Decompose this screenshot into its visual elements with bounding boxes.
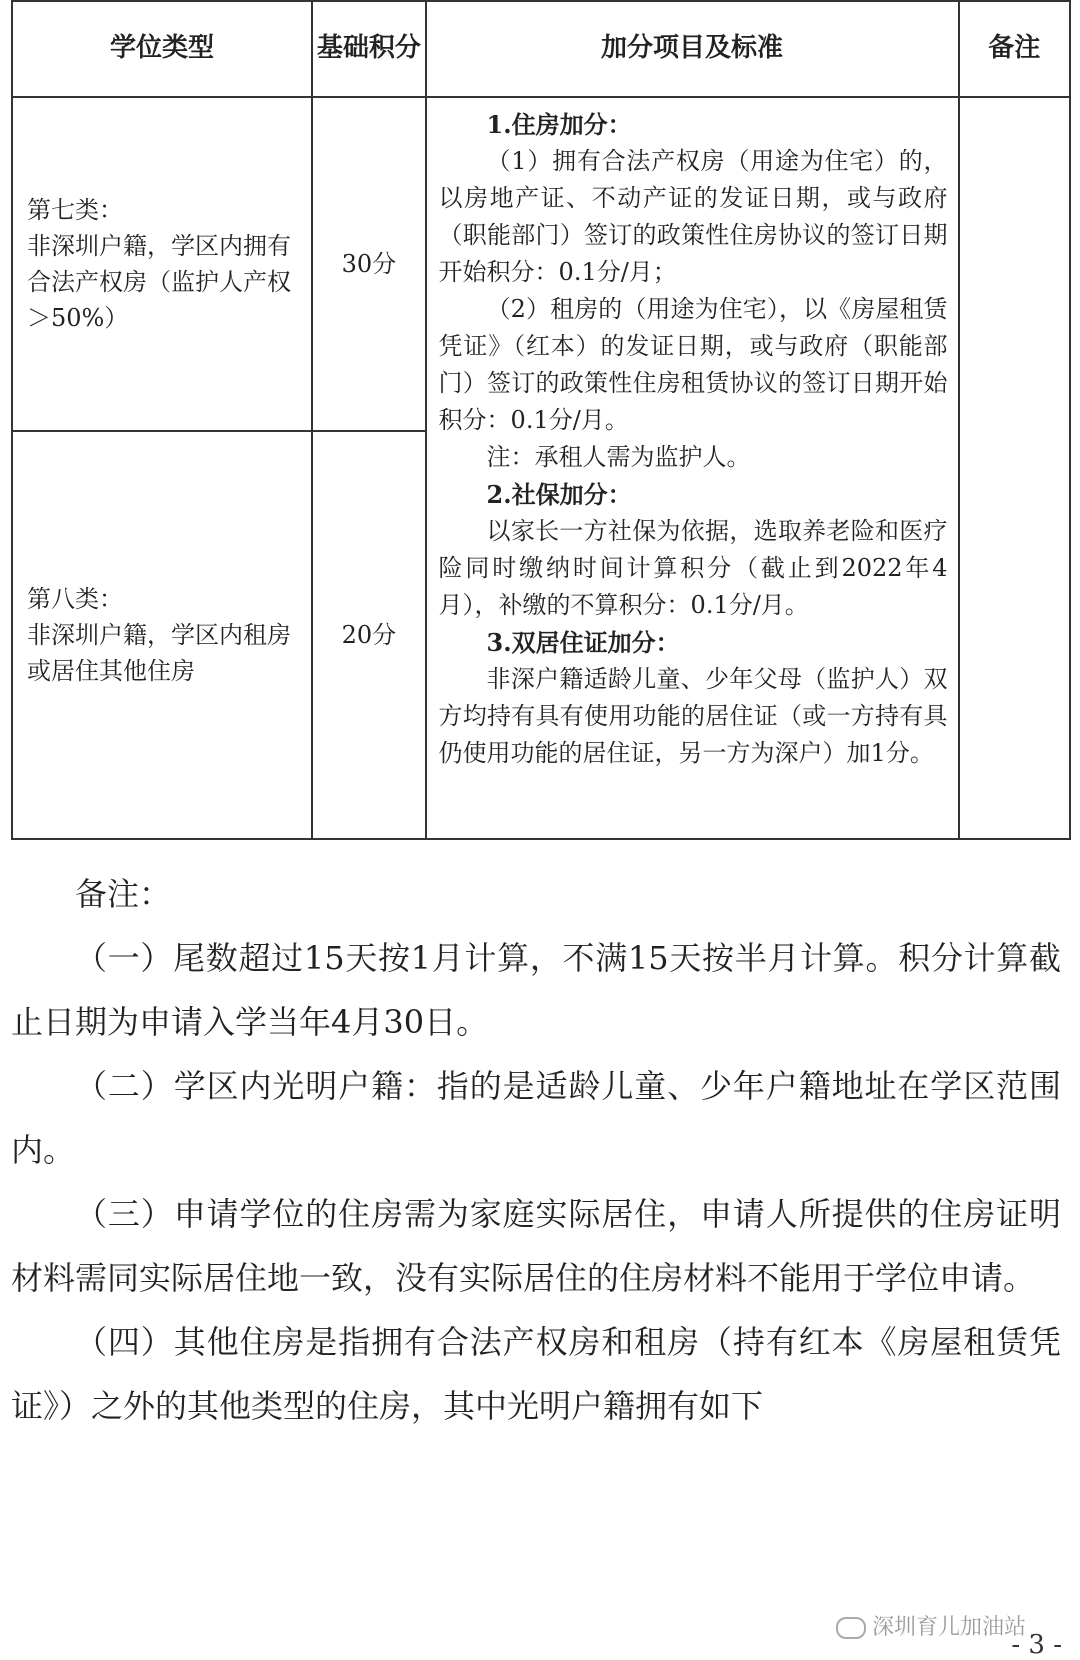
- note-item: （四）其他住房是指拥有合法产权房和租房（持有红本《房屋租赁凭证》）之外的其他类型的住房，其中光明户籍拥有如下: [11, 1323, 1061, 1425]
- page-number: - 3 -: [1011, 1630, 1062, 1660]
- table-row: [12, 97, 1070, 431]
- note-item: （一）尾数超过15天按1月计算，不满15天按半月计算。积分计算截止日期为申请入学当年4月30日。: [11, 939, 1061, 1041]
- rule-heading-housing: 1.住房加分：: [486, 110, 632, 139]
- note-item: （二）学区内光明户籍：指的是适龄儿童、少年户籍地址在学区范围内。: [11, 1067, 1061, 1169]
- rule-text: （1）拥有合法产权房（用途为住宅）的，以房地产证、不动产证的发证日期，或与政府（职能部门）签订的政策性住房协议的签订日期开始积分：0.1分/月；: [438, 147, 948, 286]
- wechat-icon: [836, 1617, 866, 1639]
- category-cell: [12, 431, 312, 839]
- remarks-cell: [959, 97, 1070, 839]
- table-header-row: [12, 1, 1070, 97]
- rule-text: 以家长一方社保为依据，选取养老险和医疗险同时缴纳时间计算积分（截止到2022年4月），补缴的不算积分：0.1分/月。: [438, 517, 948, 619]
- base-score: 30分: [312, 97, 425, 431]
- header-bonus-items: 加分项目及标准: [426, 1, 959, 97]
- header-base-points: 基础积分: [312, 1, 425, 97]
- base-score: 20分: [312, 431, 425, 839]
- category-desc: 非深圳户籍，学区内拥有合法产权房（监护人产权＞50%）: [27, 232, 291, 332]
- category-desc: 非深圳户籍，学区内租房或居住其他住房: [27, 621, 291, 685]
- bonus-rules-cell: [426, 97, 959, 839]
- rule-text: 非深户籍适龄儿童、少年父母（监护人）双方均持有具有使用功能的居住证（或一方持有具仍使用功能的居住证，另一方为深户）加1分。: [438, 665, 948, 767]
- rule-heading-social-security: 2.社保加分：: [486, 480, 632, 509]
- category-cell: [12, 97, 312, 431]
- rule-heading-residence-permit: 3.双居住证加分：: [486, 628, 680, 657]
- rule-text: （2）租房的（用途为住宅），以《房屋租赁凭证》（红本）的发证日期，或与政府（职能部门）签订的政策性住房租赁协议的签订日期开始积分：0.1分/月。: [438, 295, 948, 434]
- header-remarks: 备注: [959, 1, 1070, 97]
- rule-note: 注：承租人需为监护人。: [486, 443, 751, 471]
- points-table: [11, 0, 1071, 840]
- notes-title: 备注：: [75, 875, 172, 913]
- category-title: 第八类：: [27, 585, 123, 613]
- watermark-text: 深圳育儿加油站: [871, 1615, 1026, 1640]
- watermark: [836, 1610, 1026, 1641]
- note-item: （三）申请学位的住房需为家庭实际居住，申请人所提供的住房证明材料需同实际居住地一致，没有实际居住的住房材料不能用于学位申请。: [11, 1195, 1061, 1297]
- notes-section: [11, 862, 1061, 1438]
- category-title: 第七类：: [27, 196, 123, 224]
- header-degree-type: 学位类型: [12, 1, 312, 97]
